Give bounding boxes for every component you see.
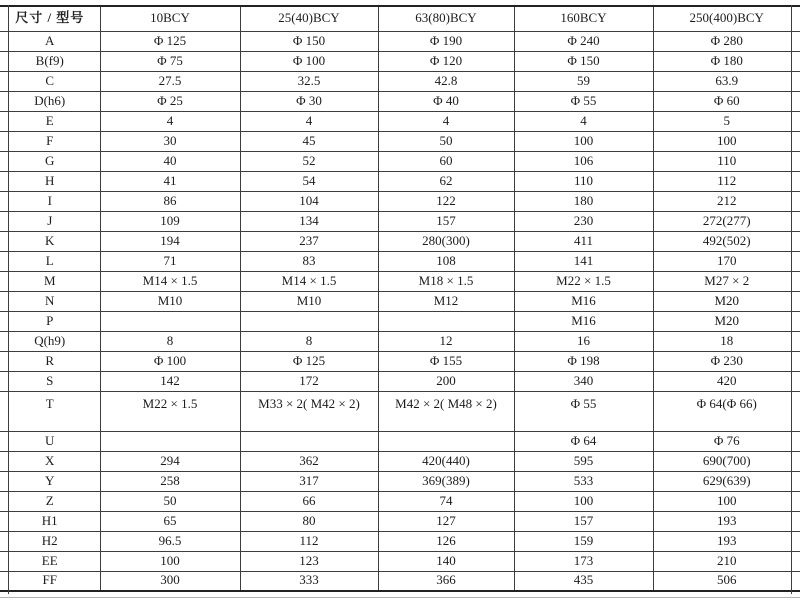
value-cell: 157 xyxy=(378,211,514,231)
table-row xyxy=(0,571,800,591)
value-cell: M16 xyxy=(514,311,653,331)
table-bottom-rule xyxy=(0,597,800,598)
row-label: T xyxy=(0,391,100,431)
row-label: H xyxy=(0,171,100,191)
row-label: K xyxy=(0,231,100,251)
table-row xyxy=(0,251,800,271)
value-cell: 317 xyxy=(240,471,378,491)
value-cell: 8 xyxy=(240,331,378,351)
table-row xyxy=(0,91,800,111)
value-cell: 18 xyxy=(653,331,800,351)
value-cell: Φ 40 xyxy=(378,91,514,111)
value-cell: 109 xyxy=(100,211,240,231)
value-cell: 16 xyxy=(514,331,653,351)
value-cell: 506 xyxy=(653,571,800,591)
table-row xyxy=(0,431,800,451)
header-row xyxy=(0,6,800,31)
row-label: G xyxy=(0,151,100,171)
value-cell: 280(300) xyxy=(378,231,514,251)
value-cell: 193 xyxy=(653,531,800,551)
row-label: P xyxy=(0,311,100,331)
table-row xyxy=(0,511,800,531)
value-cell: Φ 64 xyxy=(514,431,653,451)
row-label: D(h6) xyxy=(0,91,100,111)
value-cell: 294 xyxy=(100,451,240,471)
value-cell: 80 xyxy=(240,511,378,531)
value-cell: 141 xyxy=(514,251,653,271)
row-label: F xyxy=(0,131,100,151)
row-label: Q(h9) xyxy=(0,331,100,351)
table-row xyxy=(0,211,800,231)
table-row xyxy=(0,531,800,551)
value-cell: 126 xyxy=(378,531,514,551)
value-cell: 159 xyxy=(514,531,653,551)
value-cell: 112 xyxy=(240,531,378,551)
value-cell: 96.5 xyxy=(100,531,240,551)
value-cell: M12 xyxy=(378,291,514,311)
value-cell: M18 × 1.5 xyxy=(378,271,514,291)
row-label: L xyxy=(0,251,100,271)
row-label: I xyxy=(0,191,100,211)
value-cell: 300 xyxy=(100,571,240,591)
value-cell: 66 xyxy=(240,491,378,511)
value-cell: 140 xyxy=(378,551,514,571)
table-row xyxy=(0,131,800,151)
value-cell: 106 xyxy=(514,151,653,171)
value-cell: 45 xyxy=(240,131,378,151)
value-cell: Φ 100 xyxy=(100,351,240,371)
value-cell: 50 xyxy=(100,491,240,511)
value-cell: 366 xyxy=(378,571,514,591)
value-cell: Φ 64(Φ 66) xyxy=(653,391,800,431)
table-row xyxy=(0,331,800,351)
row-label: H2 xyxy=(0,531,100,551)
value-cell: 258 xyxy=(100,471,240,491)
value-cell: 134 xyxy=(240,211,378,231)
value-cell: 110 xyxy=(514,171,653,191)
table-row xyxy=(0,551,800,571)
table-row xyxy=(0,311,800,331)
value-cell: 27.5 xyxy=(100,71,240,91)
value-cell: 112 xyxy=(653,171,800,191)
value-cell: M33 × 2( M42 × 2) xyxy=(240,391,378,431)
value-cell: 157 xyxy=(514,511,653,531)
value-cell: M42 × 2( M48 × 2) xyxy=(378,391,514,431)
table-row xyxy=(0,491,800,511)
value-cell: 110 xyxy=(653,151,800,171)
value-cell: Φ 125 xyxy=(240,351,378,371)
value-cell: Φ 120 xyxy=(378,51,514,71)
value-cell: 237 xyxy=(240,231,378,251)
value-cell: M27 × 2 xyxy=(653,271,800,291)
table-row xyxy=(0,351,800,371)
value-cell: 50 xyxy=(378,131,514,151)
table-row xyxy=(0,451,800,471)
value-cell: 62 xyxy=(378,171,514,191)
value-cell: 100 xyxy=(653,491,800,511)
value-cell: Φ 190 xyxy=(378,31,514,51)
value-cell: 127 xyxy=(378,511,514,531)
value-cell: 59 xyxy=(514,71,653,91)
value-cell: 142 xyxy=(100,371,240,391)
value-cell: 180 xyxy=(514,191,653,211)
value-cell: 5 xyxy=(653,111,800,131)
value-cell: 108 xyxy=(378,251,514,271)
table-row xyxy=(0,291,800,311)
value-cell: Φ 240 xyxy=(514,31,653,51)
value-cell: 411 xyxy=(514,231,653,251)
value-cell: 100 xyxy=(653,131,800,151)
table-row xyxy=(0,371,800,391)
value-cell xyxy=(240,311,378,331)
value-cell: M20 xyxy=(653,311,800,331)
value-cell: 65 xyxy=(100,511,240,531)
value-cell: 200 xyxy=(378,371,514,391)
value-cell: 369(389) xyxy=(378,471,514,491)
value-cell: M20 xyxy=(653,291,800,311)
column-header-cell: 160BCY xyxy=(514,6,653,31)
row-label: E xyxy=(0,111,100,131)
value-cell: 333 xyxy=(240,571,378,591)
row-label: B(f9) xyxy=(0,51,100,71)
table-body xyxy=(0,31,800,591)
value-cell: 60 xyxy=(378,151,514,171)
value-cell: Φ 60 xyxy=(653,91,800,111)
column-header-cell: 250(400)BCY xyxy=(653,6,800,31)
value-cell: M22 × 1.5 xyxy=(100,391,240,431)
value-cell: Φ 155 xyxy=(378,351,514,371)
column-header-cell: 10BCY xyxy=(100,6,240,31)
table-row xyxy=(0,231,800,251)
value-cell: 170 xyxy=(653,251,800,271)
value-cell: 492(502) xyxy=(653,231,800,251)
value-cell xyxy=(100,431,240,451)
value-cell: 54 xyxy=(240,171,378,191)
value-cell: 362 xyxy=(240,451,378,471)
row-label: Z xyxy=(0,491,100,511)
value-cell: Φ 100 xyxy=(240,51,378,71)
value-cell xyxy=(240,431,378,451)
value-cell: Φ 30 xyxy=(240,91,378,111)
value-cell: 100 xyxy=(514,131,653,151)
value-cell: 4 xyxy=(514,111,653,131)
value-cell: Φ 75 xyxy=(100,51,240,71)
value-cell xyxy=(378,311,514,331)
row-label: H1 xyxy=(0,511,100,531)
dimensions-table xyxy=(0,5,800,592)
value-cell: M10 xyxy=(100,291,240,311)
value-cell xyxy=(100,311,240,331)
value-cell: 4 xyxy=(378,111,514,131)
row-label: R xyxy=(0,351,100,371)
table-row xyxy=(0,471,800,491)
value-cell: 420 xyxy=(653,371,800,391)
value-cell: 194 xyxy=(100,231,240,251)
value-cell: 4 xyxy=(240,111,378,131)
value-cell: M22 × 1.5 xyxy=(514,271,653,291)
table-left-border xyxy=(8,5,9,594)
table-right-border xyxy=(791,5,792,594)
table-row xyxy=(0,51,800,71)
value-cell: 100 xyxy=(514,491,653,511)
table-row xyxy=(0,111,800,131)
value-cell: 42.8 xyxy=(378,71,514,91)
value-cell: 193 xyxy=(653,511,800,531)
value-cell: 435 xyxy=(514,571,653,591)
table-row xyxy=(0,71,800,91)
value-cell: M16 xyxy=(514,291,653,311)
value-cell: 210 xyxy=(653,551,800,571)
table-row xyxy=(0,391,800,431)
row-label: U xyxy=(0,431,100,451)
value-cell: Φ 55 xyxy=(514,391,653,431)
value-cell: 340 xyxy=(514,371,653,391)
value-cell: 104 xyxy=(240,191,378,211)
table-row xyxy=(0,191,800,211)
value-cell: 4 xyxy=(100,111,240,131)
row-label: C xyxy=(0,71,100,91)
value-cell: Φ 76 xyxy=(653,431,800,451)
value-cell: 172 xyxy=(240,371,378,391)
value-cell: 173 xyxy=(514,551,653,571)
value-cell: 8 xyxy=(100,331,240,351)
value-cell: Φ 198 xyxy=(514,351,653,371)
row-label: Y xyxy=(0,471,100,491)
value-cell: 12 xyxy=(378,331,514,351)
table-row xyxy=(0,151,800,171)
value-cell: 100 xyxy=(100,551,240,571)
table-row xyxy=(0,31,800,51)
value-cell: 420(440) xyxy=(378,451,514,471)
value-cell: Φ 150 xyxy=(514,51,653,71)
value-cell: 123 xyxy=(240,551,378,571)
row-label: X xyxy=(0,451,100,471)
value-cell: 52 xyxy=(240,151,378,171)
value-cell: 30 xyxy=(100,131,240,151)
value-cell: Φ 25 xyxy=(100,91,240,111)
column-header-cell: 63(80)BCY xyxy=(378,6,514,31)
value-cell: 212 xyxy=(653,191,800,211)
value-cell: 122 xyxy=(378,191,514,211)
value-cell: 63.9 xyxy=(653,71,800,91)
value-cell: Φ 180 xyxy=(653,51,800,71)
row-label: FF xyxy=(0,571,100,591)
value-cell: M10 xyxy=(240,291,378,311)
value-cell: 40 xyxy=(100,151,240,171)
value-cell xyxy=(378,431,514,451)
corner-header-cell: 尺寸 / 型号 xyxy=(0,6,100,31)
value-cell: 86 xyxy=(100,191,240,211)
row-label: EE xyxy=(0,551,100,571)
column-header-cell: 25(40)BCY xyxy=(240,6,378,31)
value-cell: 533 xyxy=(514,471,653,491)
value-cell: 595 xyxy=(514,451,653,471)
row-label: N xyxy=(0,291,100,311)
value-cell: Φ 280 xyxy=(653,31,800,51)
table-row xyxy=(0,171,800,191)
value-cell: 83 xyxy=(240,251,378,271)
value-cell: 629(639) xyxy=(653,471,800,491)
table-row xyxy=(0,271,800,291)
row-label: J xyxy=(0,211,100,231)
value-cell: Φ 55 xyxy=(514,91,653,111)
value-cell: Φ 150 xyxy=(240,31,378,51)
value-cell: Φ 125 xyxy=(100,31,240,51)
row-label: A xyxy=(0,31,100,51)
value-cell: Φ 230 xyxy=(653,351,800,371)
value-cell: M14 × 1.5 xyxy=(100,271,240,291)
value-cell: 272(277) xyxy=(653,211,800,231)
value-cell: 41 xyxy=(100,171,240,191)
value-cell: 690(700) xyxy=(653,451,800,471)
value-cell: M14 × 1.5 xyxy=(240,271,378,291)
row-label: S xyxy=(0,371,100,391)
value-cell: 71 xyxy=(100,251,240,271)
value-cell: 230 xyxy=(514,211,653,231)
value-cell: 32.5 xyxy=(240,71,378,91)
row-label: M xyxy=(0,271,100,291)
value-cell: 74 xyxy=(378,491,514,511)
